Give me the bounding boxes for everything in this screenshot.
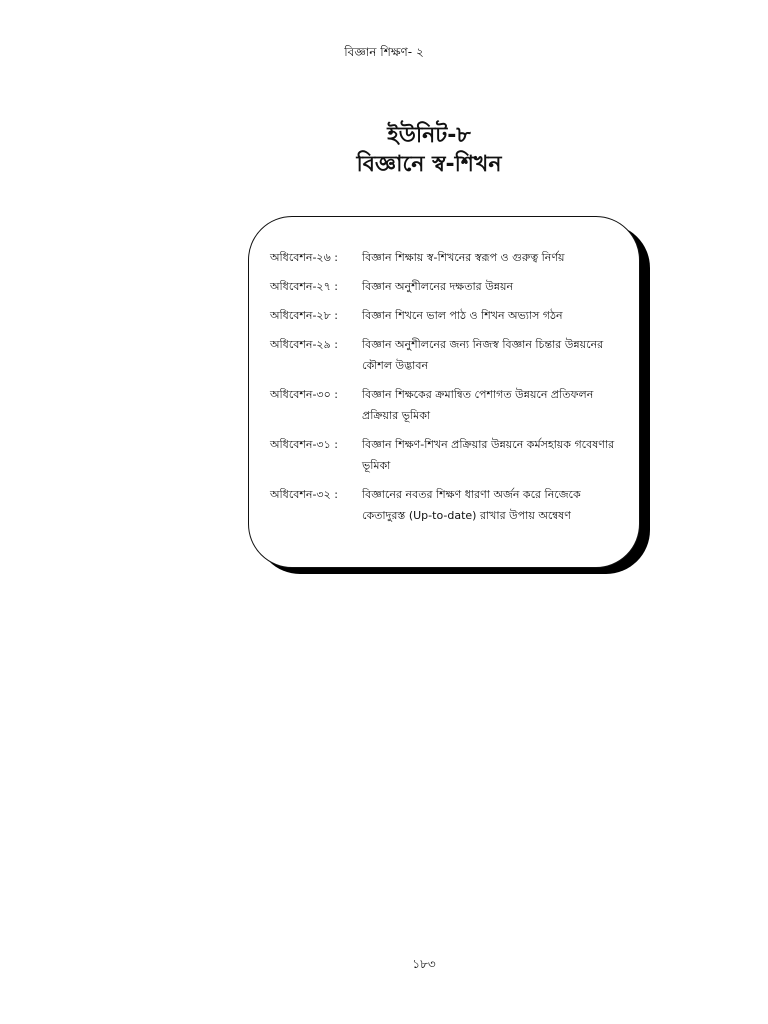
session-topic: বিজ্ঞান অনুশীলনের দক্ষতার উন্নয়ন xyxy=(362,280,514,293)
unit-number: ইউনিট-৮ xyxy=(387,123,471,148)
session-item xyxy=(270,305,626,326)
session-label: অধিবেশন-৩১ : xyxy=(270,438,338,451)
session-label: অধিবেশন-২৭ : xyxy=(270,280,338,293)
session-topic: বিজ্ঞান শিক্ষকের ক্রমান্বিত পেশাগত উন্নয়নে প্রতিফলন প্রক্রিয়ার ভূমিকা xyxy=(362,388,594,422)
session-topic: বিজ্ঞান শিক্ষায় স্ব-শিখনের স্বরূপ ও গুরুত্ব নির্ণয় xyxy=(362,251,565,264)
session-item xyxy=(270,334,626,376)
session-label: অধিবেশন-২৯ : xyxy=(270,338,338,351)
session-label: অধিবেশন-৩২ : xyxy=(270,488,338,501)
session-item xyxy=(270,276,626,297)
session-label: অধিবেশন-৩০ : xyxy=(270,388,338,401)
session-label: অধিবেশন-২৬ : xyxy=(270,251,338,264)
session-topic: বিজ্ঞান শিক্ষণ-শিখন প্রক্রিয়ার উন্নয়নে কর্মসহায়ক গবেষণার ভূমিকা xyxy=(362,438,615,472)
session-label: অধিবেশন-২৮ : xyxy=(270,309,338,322)
running-header: বিজ্ঞান শিক্ষণ- ২ xyxy=(344,45,424,59)
session-item xyxy=(270,247,626,268)
session-topic: বিজ্ঞান শিখনে ভাল পাঠ ও শিখন অভ্যাস গঠন xyxy=(362,309,563,322)
session-topic: বিজ্ঞানের নবতর শিক্ষণ ধারণা অর্জন করে নিজেকে কেতাদুরস্ত (Up-to-date) রাখার উপায় অন্বেষণ xyxy=(362,488,581,522)
session-item xyxy=(270,434,626,476)
session-topic: বিজ্ঞান অনুশীলনের জন্য নিজস্ব বিজ্ঞান চিন্তার উন্নয়নের কৌশল উদ্ভাবন xyxy=(362,338,604,372)
unit-title: বিজ্ঞানে স্ব-শিখন xyxy=(356,151,502,177)
page-number: ১৮৩ xyxy=(412,957,436,971)
session-item xyxy=(270,484,626,526)
session-item xyxy=(270,384,626,426)
session-list xyxy=(270,247,626,534)
unit-heading xyxy=(0,122,768,179)
